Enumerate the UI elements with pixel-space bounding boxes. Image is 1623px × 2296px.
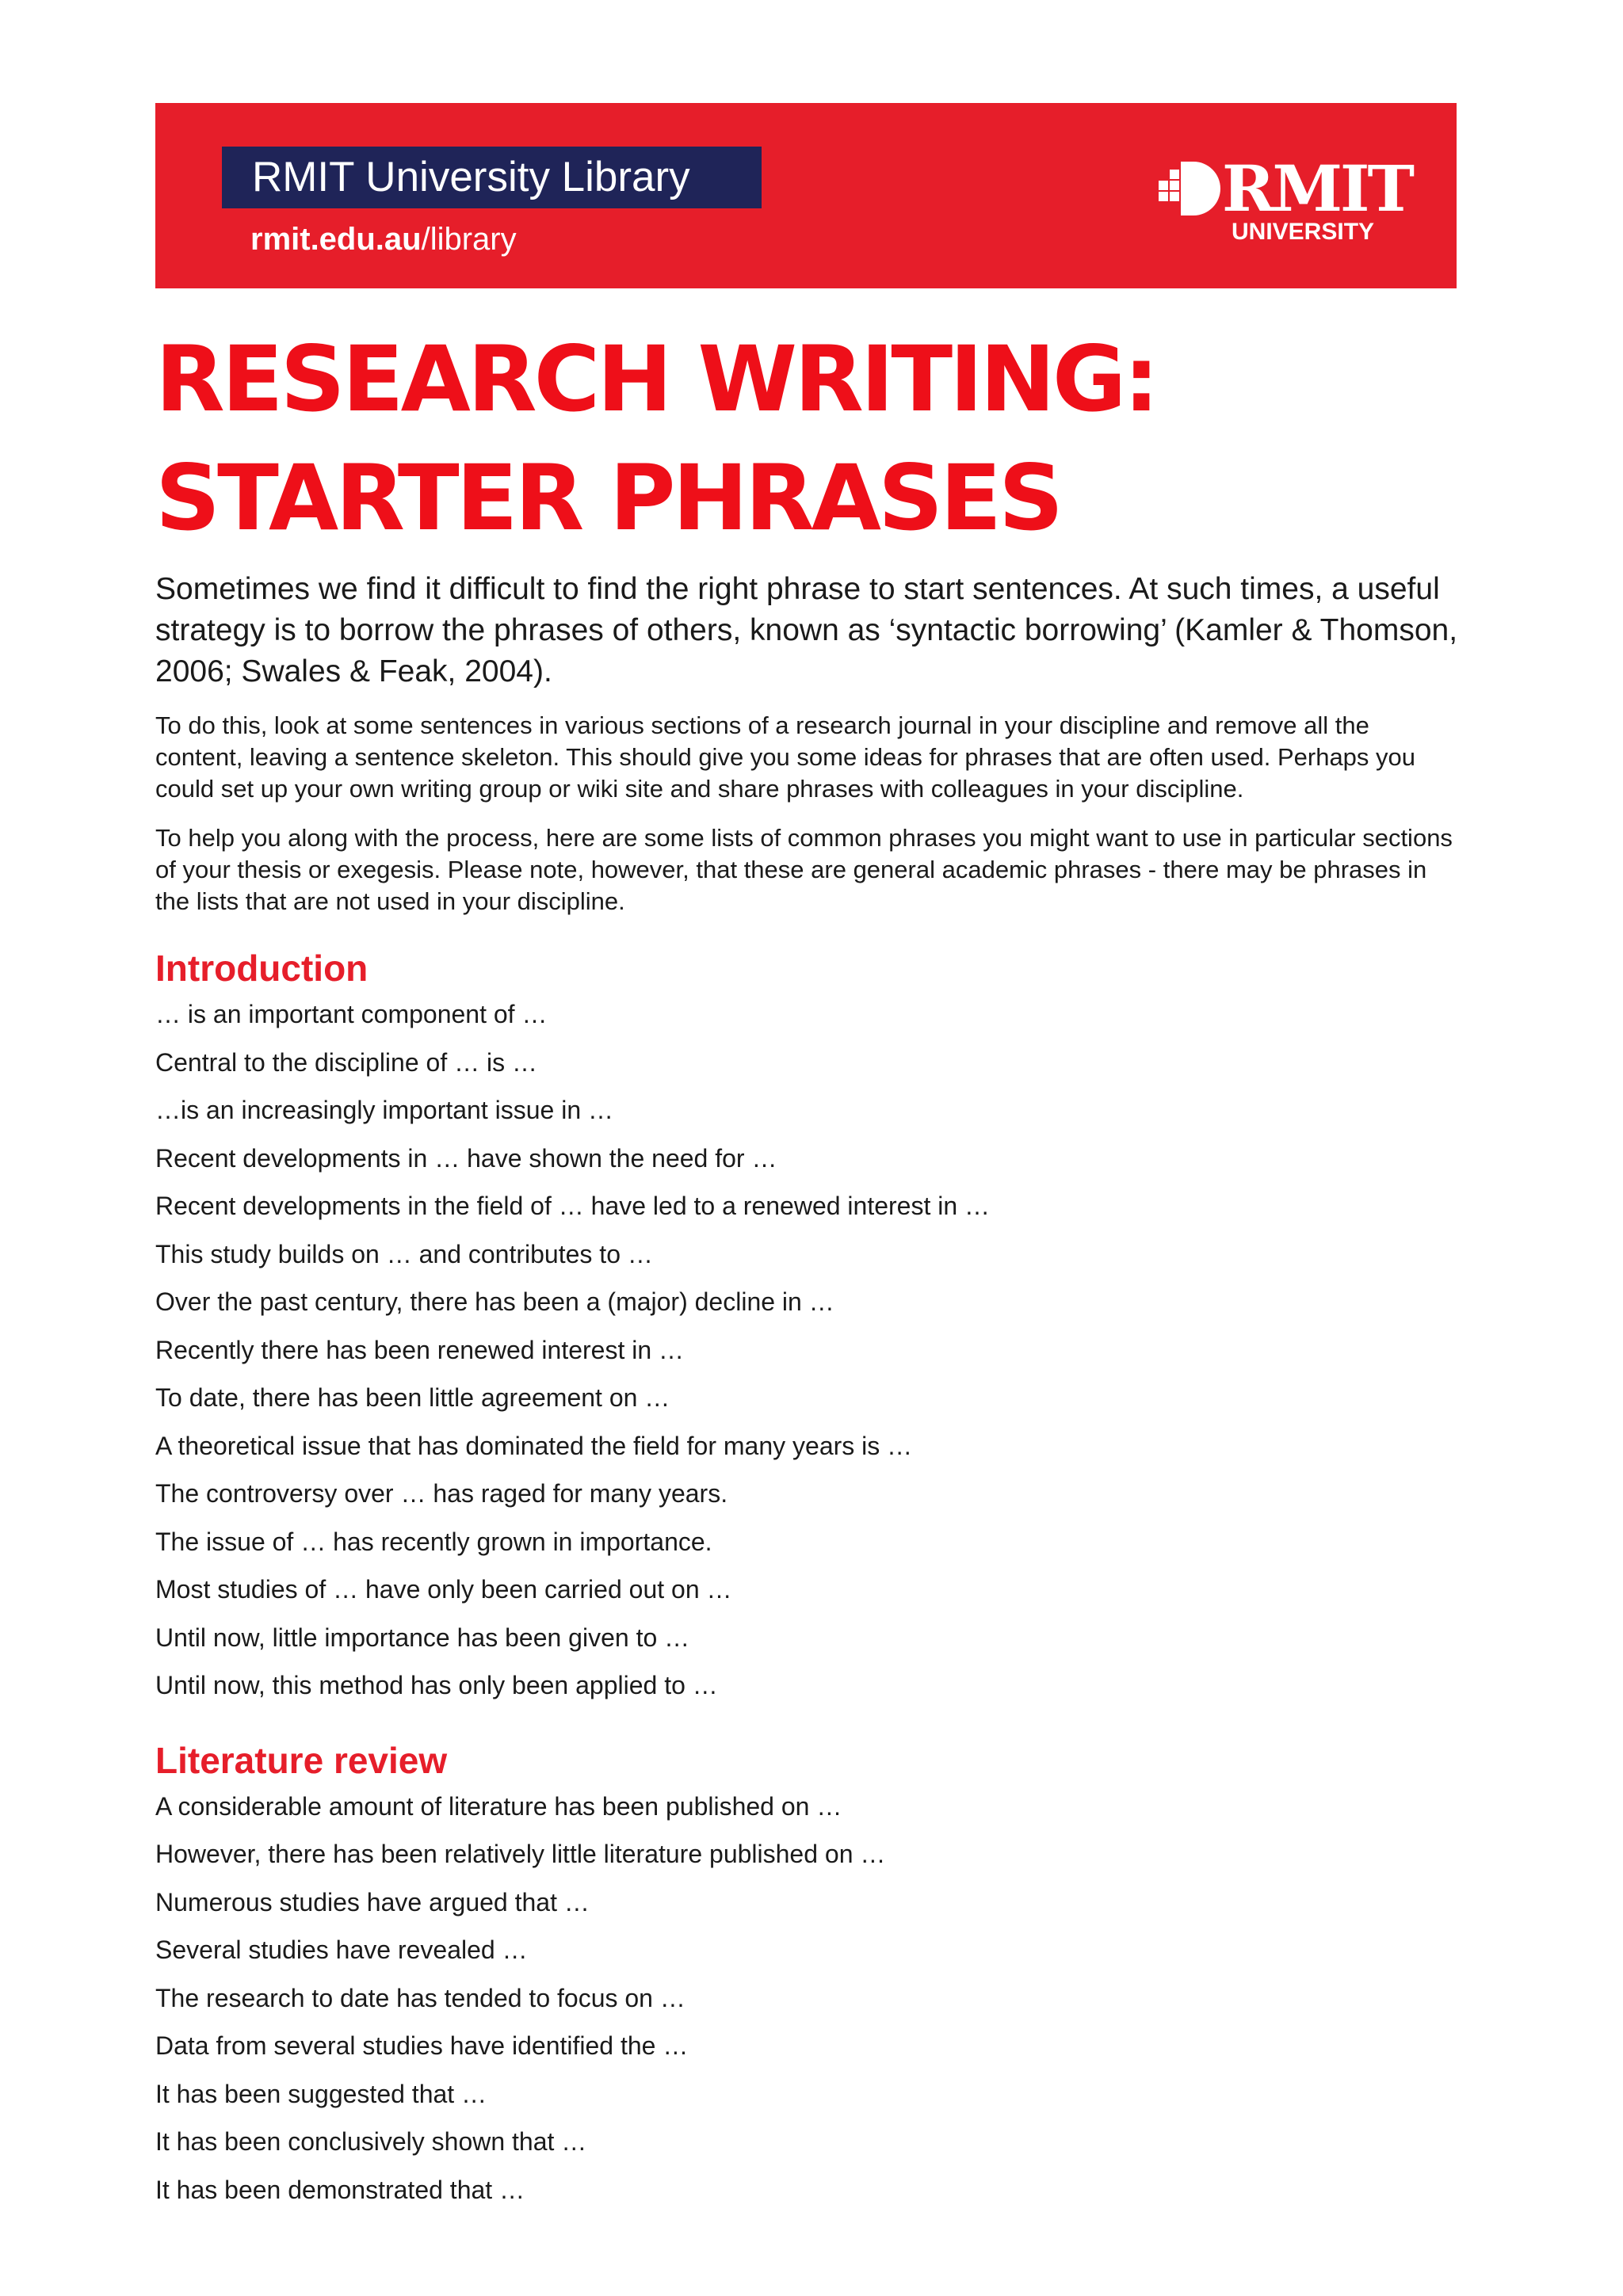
introduction-heading: Introduction <box>155 948 369 989</box>
rmit-logo-text: RMIT <box>1222 151 1412 226</box>
phrase-item: This study builds on … and contributes to … <box>155 1239 653 1268</box>
library-title: RMIT University Library <box>222 147 762 208</box>
phrase-item: However, there has been relatively little literature published on … <box>155 1840 886 1868</box>
phrase-item: Data from several studies have identified the … <box>155 2031 689 2060</box>
phrase-item: … is an important component of … <box>155 1000 548 1028</box>
lists-intro-paragraph: To help you along with the process, here are some lists of common phrases you might want to use in particular sections of your thesis or exegesis. Please note, however, that these are general academic phrases - there may be phrases in the lists that are not used in your discipline. <box>155 824 1453 915</box>
phrase-item: Central to the discipline of … is … <box>155 1047 537 1077</box>
rmit-logo-subtext: UNIVERSITY <box>1232 219 1375 245</box>
library-url-path: /library <box>421 222 517 257</box>
phrase-item: Until now, little importance has been given to … <box>155 1623 690 1652</box>
phrase-item: It has been demonstrated that … <box>155 2175 525 2204</box>
rmit-logo <box>1155 151 1417 246</box>
lead-paragraph: Sometimes we find it difficult to find the right phrase to start sentences. At such times, a useful strategy is to borrow the phrases of others, known as ‘syntactic borrowing’ (Kamler & Thomson, 2006; Swales & Feak, 2004). <box>155 572 1458 688</box>
phrase-item: Numerous studies have argued that … <box>155 1887 590 1917</box>
document-page <box>155 103 1463 2214</box>
phrase-item: The issue of … has recently grown in importance. <box>155 1527 712 1556</box>
phrase-item: The research to date has tended to focus on … <box>155 1983 685 2012</box>
title-line-2: STARTER PHRASES <box>155 445 1061 551</box>
method-paragraph: To do this, look at some sentences in various sections of a research journal in your discipline and remove all the content, leaving a sentence skeleton. This should give you some ideas for phrases that are often used. Perhaps you could set up your own writing group or wiki site and share phrases with colleagues in your discipline. <box>155 711 1416 803</box>
phrase-item: Recently there has been renewed interest in … <box>155 1335 685 1364</box>
phrase-item: Until now, this method has only been applied to … <box>155 1671 718 1699</box>
library-url[interactable] <box>250 215 517 263</box>
phrase-item: Recent developments in the field of … have led to a renewed interest in … <box>155 1192 991 1220</box>
title-line-1: RESEARCH WRITING: <box>155 326 1157 432</box>
phrase-item: A considerable amount of literature has been published on … <box>155 1791 842 1821</box>
page-title <box>155 320 1463 558</box>
phrase-item: To date, there has been little agreement on … <box>155 1383 670 1412</box>
header-banner <box>155 103 1457 288</box>
phrase-item: Most studies of … have only been carried out on … <box>155 1575 732 1604</box>
phrase-item: The controversy over … has raged for many years. <box>155 1479 728 1508</box>
introduction-phrase-list <box>155 990 1463 1710</box>
phrase-item: Over the past century, there has been a (major) decline in … <box>155 1287 834 1316</box>
literature-review-phrase-list <box>155 1783 1463 2214</box>
phrase-item: It has been conclusively shown that … <box>155 2127 587 2156</box>
phrase-item: Several studies have revealed … <box>155 1936 528 1964</box>
phrase-item: Recent developments in … have shown the need for … <box>155 1143 777 1173</box>
library-url-domain: rmit.edu.au <box>250 222 422 257</box>
phrase-item: …is an increasingly important issue in … <box>155 1096 614 1124</box>
phrase-item: A theoretical issue that has dominated the field for many years is … <box>155 1431 913 1460</box>
literature-review-heading: Literature review <box>155 1739 448 1781</box>
rmit-pixel-mark-icon <box>1159 162 1220 215</box>
phrase-item: It has been suggested that … <box>155 2079 487 2108</box>
